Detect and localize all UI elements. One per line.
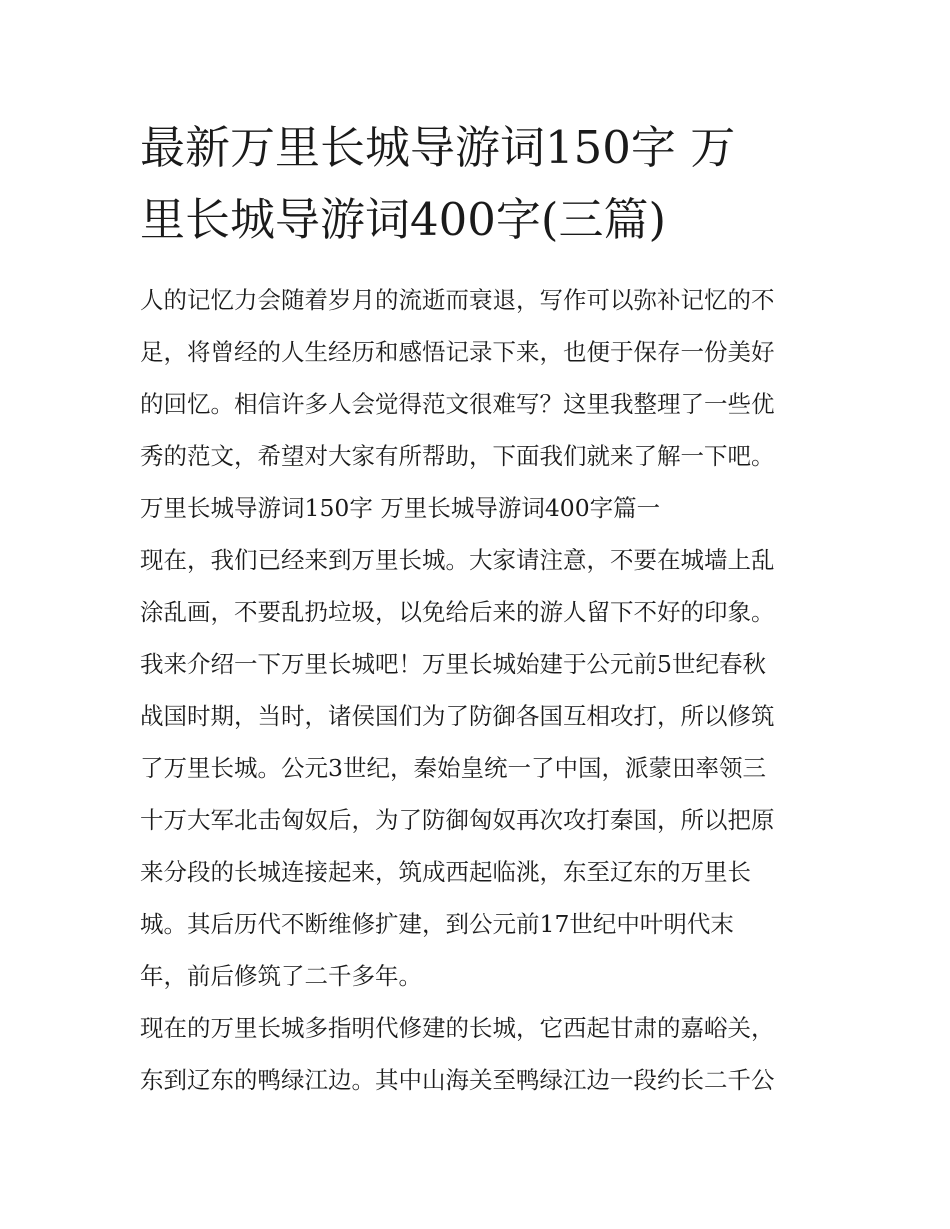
text-line: 足，将曾经的人生经历和感悟记录下来，也便于保存一份美好 xyxy=(140,338,775,366)
title-line-2: 里长城导游词400字(三篇) xyxy=(140,193,667,246)
text-line: 现在的万里长城多指明代修建的长城，它西起甘肃的嘉峪关， xyxy=(140,1014,775,1042)
text-line: 我来介绍一下万里长城吧！万里长城始建于公元前5世纪春秋 xyxy=(140,650,766,678)
text-line: 的回忆。相信许多人会觉得范文很难写？这里我整理了一些优 xyxy=(140,390,775,418)
document-title xyxy=(140,112,820,256)
text-line: 来分段的长城连接起来，筑成西起临洮，东至辽东的万里长 xyxy=(140,858,751,886)
text-line: 城。其后历代不断维修扩建，到公元前17世纪中叶明代末 xyxy=(140,910,734,938)
section-heading: 万里长城导游词150字 万里长城导游词400字篇一 xyxy=(140,494,661,522)
text-line: 战国时期，当时，诸侯国们为了防御各国互相攻打，所以修筑 xyxy=(140,702,775,730)
title-line-1: 最新万里长城导游词150字 万 xyxy=(140,121,736,174)
text-line: 十万大军北击匈奴后，为了防御匈奴再次攻打秦国，所以把原 xyxy=(140,806,775,834)
document-body xyxy=(140,274,820,1106)
text-line: 秀的范文，希望对大家有所帮助，下面我们就来了解一下吧。 xyxy=(140,442,775,470)
text-line: 人的记忆力会随着岁月的流逝而衰退，写作可以弥补记忆的不 xyxy=(140,286,775,314)
text-line: 现在，我们已经来到万里长城。大家请注意，不要在城墙上乱 xyxy=(140,546,775,574)
text-line: 年，前后修筑了二千多年。 xyxy=(140,962,422,990)
text-line: 了万里长城。公元3世纪，秦始皇统一了中国，派蒙田率领三 xyxy=(140,754,766,782)
text-line: 涂乱画，不要乱扔垃圾，以免给后来的游人留下不好的印象。 xyxy=(140,598,775,626)
text-line: 东到辽东的鸭绿江边。其中山海关至鸭绿江边一段约长二千公 xyxy=(140,1066,775,1094)
